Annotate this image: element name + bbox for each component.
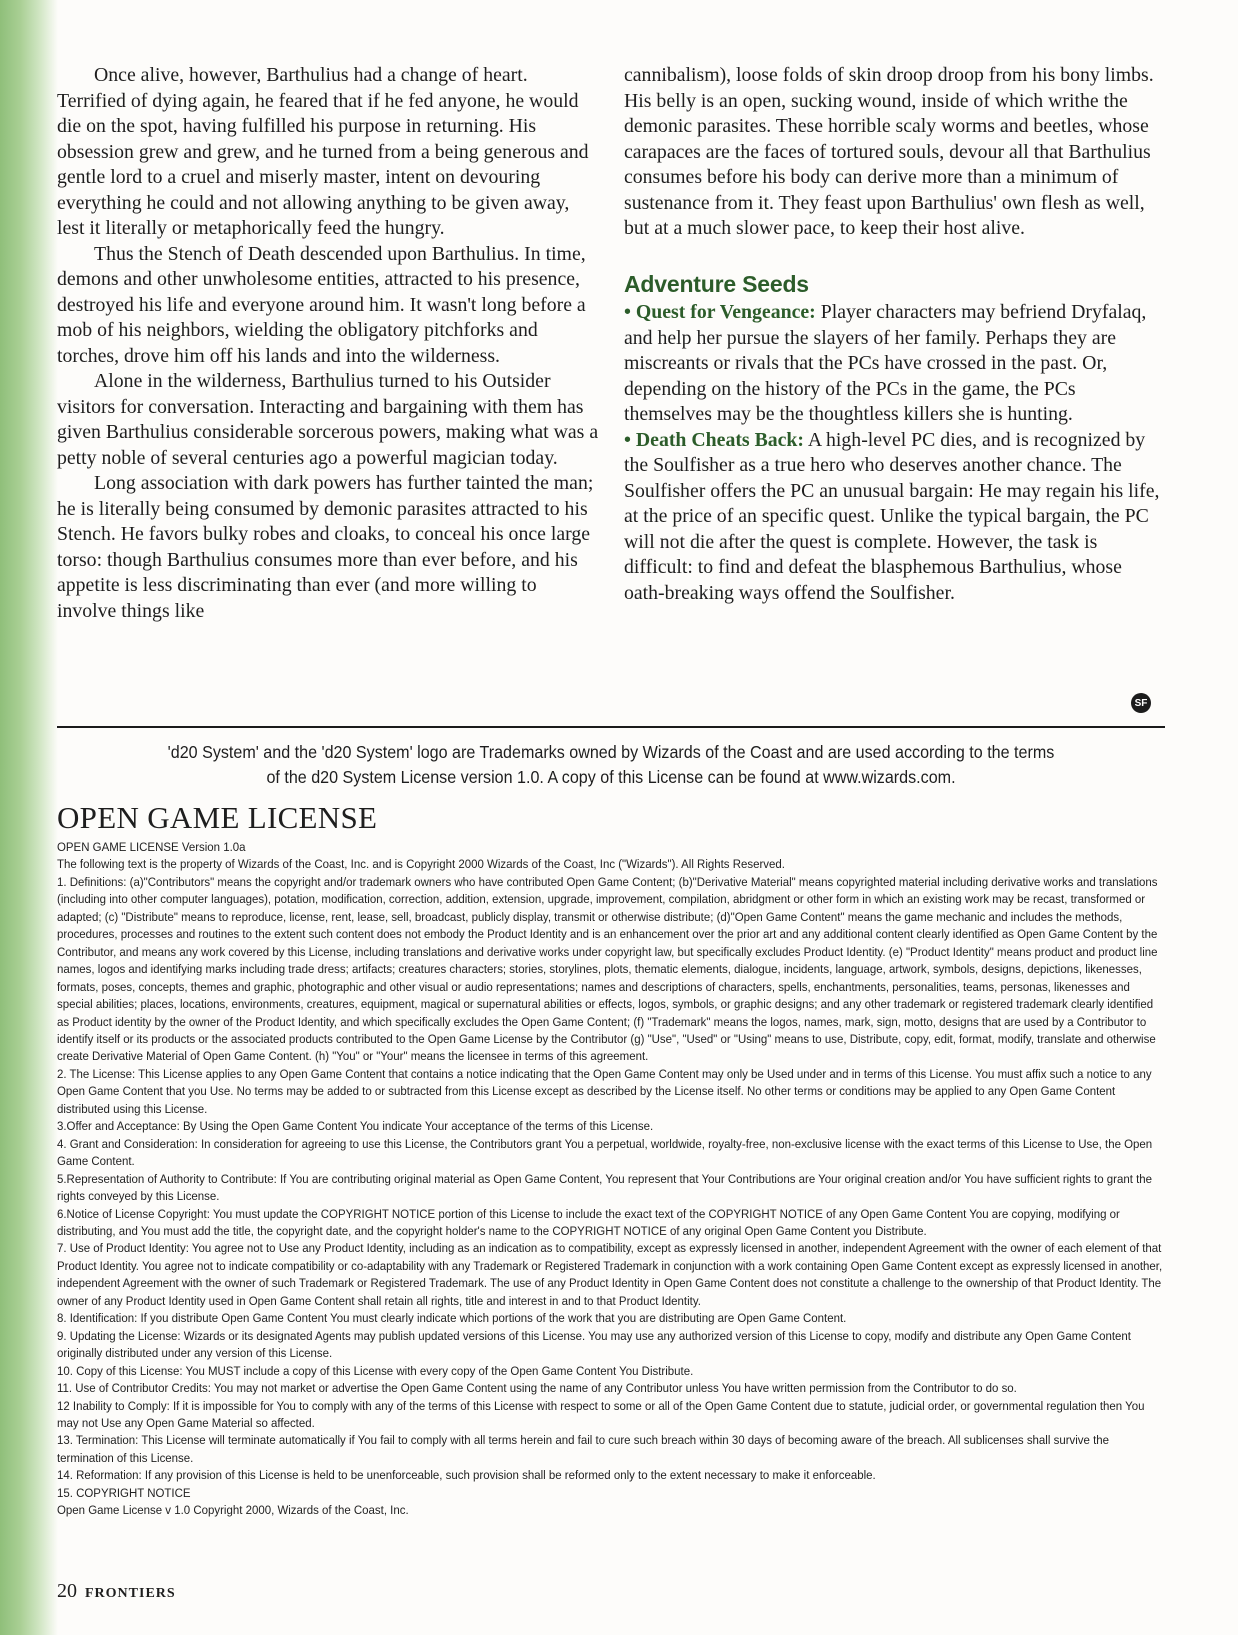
license-paragraph: 5.Representation of Authority to Contribute: If You are contributing original material as Open Game Content, You represent that Your Contributions are Your original creation and/or You have sufficient rights to grant the rights conveyed by this License. bbox=[57, 1171, 1153, 1204]
body-paragraph: Alone in the wilderness, Barthulius turned to his Outsider visitors for conversation. Interacting and bargaining with them has given Barthulius considerable sorcerous powers, making what was a petty noble of several centuries ago a powerful magician today. bbox=[57, 370, 599, 469]
seed-title: Quest for Vengeance: bbox=[635, 301, 816, 323]
license-paragraph: 2. The License: This License applies to any Open Game Content that contains a notice indicating that the Open Game Content may only be Used under and in terms of this License. You must affix such a notice to any Open Game Content that you Use. No terms may be added to or subtracted from this License except as described by the License itself. No other terms or conditions may be applied to any Open Game Content distributed using this License. bbox=[57, 1066, 1152, 1116]
left-column bbox=[57, 63, 600, 624]
magazine-logo: FRONTIERS bbox=[85, 1586, 176, 1601]
license-paragraph: 15. COPYRIGHT NOTICE bbox=[57, 1485, 191, 1500]
license-text bbox=[57, 839, 1167, 1520]
body-paragraph: Long association with dark powers has further tainted the man; he is literally being consumed by demonic parasites attracted to his Stench. He favors bulky robes and cloaks, to conceal his once large torso: though Barthulius consumes more than ever before, and his appetite is less discriminating than ever (and more willing to involve things like bbox=[57, 472, 594, 622]
license-paragraph: OPEN GAME LICENSE Version 1.0a bbox=[57, 840, 246, 854]
license-paragraph: 14. Reformation: If any provision of this License is held to be unenforceable, such provision shall be reformed only to the extent necessary to make it enforceable. bbox=[57, 1468, 876, 1483]
page-edge-decoration bbox=[0, 0, 58, 1635]
license-paragraph: 1. Definitions: (a)"Contributors" means the copyright and/or trademark owners who have contributed Open Game Content; (b)"Derivative Material" means copyrighted material including derivative works and translations (including into other computer languages), potation, modification, correction, addition, extension, upgrade, improvement, compilation, abridgment or other form in which an existing work may be recast, transformed or adapted; (c) "Distribute" means to reproduce, license, rent, lease, sell, broadcast, publicly display, transmit or otherwise distribute; (d)"Open Game Content" means the game mechanic and includes the methods, procedures, processes and routines to the extent such content does not embody the Product Identity and is an enhancement over the prior art and any additional content clearly identified as Open Game Content by the Contributor, and means any work covered by this License, including translations and derivative works under copyright law, but specifically excludes Product Identity. (e) "Product Identity" means product and product line names, logos and identifying marks including trade dress; artifacts; creatures characters; stories, storylines, plots, thematic elements, dialogue, incidents, language, artwork, symbols, designs, depictions, likenesses, formats, poses, concepts, themes and graphic, photographic and other visual or audio representations; names and descriptions of characters, spells, enchantments, personalities, teams, personas, likenesses and special abilities; places, locations, environments, creatures, equipment, magical or supernatural abilities or effects, logos, symbols, or graphic designs; and any other trademark or registered trademark clearly identified as Product identity by the owner of the Product Identity, and which specifically excludes the Open Game Content; (f) "Trademark" means the logos, names, mark, sign, motto, designs that are used by a Contributor to identify itself or its products or the associated products contributed to the Open Game License by the Contributor (g) "Use", "Used" or "Using" means to use, Distribute, copy, edit, format, modify, translate and otherwise create Derivative Material of Open Game Content. (h) "You" or "Your" means the licensee in terms of this agreement. bbox=[57, 874, 1158, 1064]
section-divider bbox=[57, 726, 1165, 728]
body-paragraph: Thus the Stench of Death descended upon Barthulius. In time, demons and other unwholesome entities, attracted to his presence, destroyed his life and everyone around him. It wasn't long before a mob of his neighbors, wielding the obligatory pitchforks and torches, drove him off his lands and into the wilderness. bbox=[57, 242, 586, 367]
page-number: 20 bbox=[57, 1580, 77, 1602]
seed-text: A high-level PC dies, and is recognized by the Soulfisher as a true hero who deserves another chance. The Soulfisher offers the PC an unusual bargain: He may regain his life, at the price of an specific quest. Unlike the typical bargain, the PC will not die after the quest is complete. However, the task is difficult: to find and defeat the blasphemous Barthulius, whose oath-breaking ways offend the Soulfisher. bbox=[624, 428, 1160, 604]
adventure-seed-item bbox=[624, 300, 1164, 428]
license-paragraph: 12 Inability to Comply: If it is impossible for You to comply with any of the terms of this License with respect to some or all of the Open Game Content due to statute, judicial order, or governmental regulation then You may not Use any Open Game Material so affected. bbox=[57, 1398, 1145, 1430]
d20-trademark-notice bbox=[101, 740, 1120, 790]
end-of-article-icon: SF bbox=[1131, 693, 1151, 713]
license-paragraph: The following text is the property of Wizards of the Coast, Inc. and is Copyright 2000 Wizards of the Coast, Inc ("Wizards"). All Rights Reserved. bbox=[57, 857, 785, 872]
license-paragraph: 11. Use of Contributor Credits: You may not market or advertise the Open Game Content using the name of any Contributor unless You have written permission from the Contributor to do so. bbox=[57, 1381, 1017, 1396]
license-paragraph: 3.Offer and Acceptance: By Using the Open Game Content You indicate Your acceptance of the terms of this License. bbox=[57, 1119, 654, 1134]
seed-title: Death Cheats Back: bbox=[635, 428, 805, 451]
adventure-seed-item bbox=[624, 428, 1164, 607]
trademark-line: of the d20 System License version 1.0. A copy of this License can be found at www.wizards.com. bbox=[266, 767, 956, 787]
body-paragraph: Once alive, however, Barthulius had a change of heart. Terrified of dying again, he feared that if he fed anyone, he would die on the spot, having fulfilled his purpose in returning. His obsession grew and grew, and he turned from a being generous and gentle lord to a cruel and miserly master, intent on devouring everything he could and not allowing anything to be given away, lest it literally or metaphorically feed the hungry. bbox=[57, 64, 589, 239]
page-footer bbox=[57, 1580, 176, 1603]
license-paragraph: 8. Identification: If you distribute Open Game Content You must clearly indicate which portions of the work that you are distributing are Open Game Content. bbox=[57, 1311, 847, 1326]
license-paragraph: 7. Use of Product Identity: You agree not to Use any Product Identity, including as an indication as to compatibility, except as expressly licensed in another, independent Agreement with the owner of each element of that Product Identity. You agree not to indicate compatibility or co-adaptability with any Trademark or Registered Trademark in conjunction with a work containing Open Game Content except as expressly licensed in another, independent Agreement with the owner of such Trademark or Registered Trademark. The use of any Product Identity in Open Game Content does not constitute a challenge to the ownership of that Product Identity. The owner of any Product Identity used in Open Game Content shall retain all rights, title and interest in and to that Product Identity. bbox=[57, 1241, 1163, 1308]
bullet-icon: • bbox=[624, 301, 631, 323]
license-paragraph: 4. Grant and Consideration: In consideration for agreeing to use this License, the Contributors grant You a perpetual, worldwide, royalty-free, non-exclusive license with the exact terms of this License to Use, the Open Game Content. bbox=[57, 1136, 1153, 1169]
adventure-seeds-heading: Adventure Seeds bbox=[624, 270, 809, 297]
license-paragraph: 10. Copy of this License: You MUST include a copy of this License with every copy of the Open Game Content You Distribute. bbox=[57, 1363, 694, 1378]
bullet-icon: • bbox=[624, 428, 631, 451]
license-paragraph: 6.Notice of License Copyright: You must update the COPYRIGHT NOTICE portion of this License to include the exact text of the COPYRIGHT NOTICE of any Open Game Content You are copying, modifying or distributing, and You must add the title, the copyright date, and the copyright holder's name to the COPYRIGHT NOTICE of any original Open Game Content you Distribute. bbox=[57, 1206, 1120, 1238]
right-column bbox=[624, 63, 1164, 606]
trademark-line: 'd20 System' and the 'd20 System' logo are Trademarks owned by Wizards of the Coast and are used according to the terms bbox=[167, 742, 1055, 762]
license-paragraph: 9. Updating the License: Wizards or its designated Agents may publish updated versions of this License. You may use any authorized version of this License to copy, modify and distribute any Open Game Content originally distributed under any version of this License. bbox=[57, 1328, 1131, 1361]
body-paragraph: cannibalism), loose folds of skin droop droop from his bony limbs. His belly is an open, sucking wound, inside of which writhe the demonic parasites. These horrible scaly worms and beetles, whose carapaces are the faces of tortured souls, devour all that Barthulius consumes before his body can derive more than a minimum of sustenance from it. They feast upon Barthulius' own flesh as well, but at a much slower pace, to keep their host alive. bbox=[624, 64, 1154, 239]
license-title: OPEN GAME LICENSE bbox=[57, 800, 378, 835]
seed-text: Player characters may befriend Dryfalaq, and help her pursue the slayers of her family. Perhaps they are miscreants or rivals that the PCs have crossed in the past. Or, depending on the history of the PCs in the game, the PCs themselves may be the thoughtless killers she is hunting. bbox=[624, 301, 1147, 425]
license-paragraph: Open Game License v 1.0 Copyright 2000, Wizards of the Coast, Inc. bbox=[57, 1503, 409, 1518]
license-paragraph: 13. Termination: This License will terminate automatically if You fail to comply with all terms herein and fail to cure such breach within 30 days of becoming aware of the breach. All sublicenses shall survive the termination of this License. bbox=[57, 1433, 1110, 1465]
